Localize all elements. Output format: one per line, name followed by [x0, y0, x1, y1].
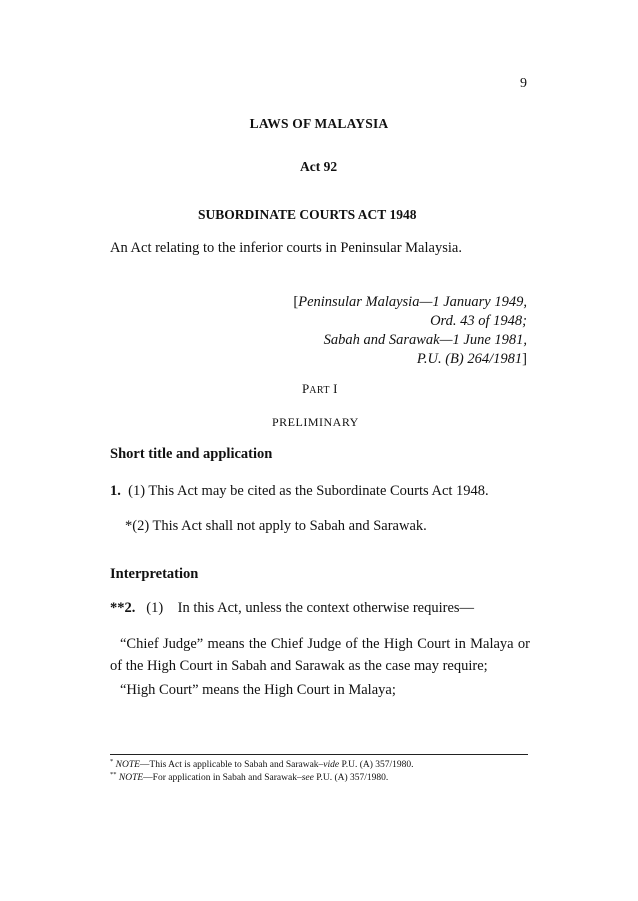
section-1-number: 1. [110, 483, 121, 499]
commencement-line-3: Sabah and Sarawak—1 June 1981, [323, 332, 527, 348]
page-number: 9 [520, 76, 527, 91]
section-1-subsection-2: *(2) This Act shall not apply to Sabah and Sarawak. [125, 518, 427, 534]
section-2-number: **2. [110, 600, 136, 616]
long-title: An Act relating to the inferior courts in Peninsular Malaysia. [110, 240, 462, 256]
commencement-line-1: [Peninsular Malaysia—1 January 1949, [293, 294, 527, 310]
section-2-heading: Interpretation [110, 566, 199, 582]
act-name: SUBORDINATE COURTS ACT 1948 [198, 207, 417, 222]
close-bracket: ] [522, 351, 527, 367]
act-number: Act 92 [300, 159, 338, 174]
footnote-2: ** NOTE—For application in Sabah and Sarawak–see P.U. (A) 357/1980. [110, 771, 389, 783]
section-2-subsection-1: **2. (1) In this Act, unless the context otherwise requires— [110, 600, 475, 616]
footnote-divider [110, 754, 528, 755]
footnote-1: * NOTE—This Act is applicable to Sabah and Sarawak–vide P.U. (A) 357/1980. [110, 758, 414, 770]
open-bracket: [ [293, 294, 299, 310]
definition-high-court: “High Court” means the High Court in Malaya; [120, 682, 396, 698]
section-1-subsection-1: 1. (1) This Act may be cited as the Subordinate Courts Act 1948. [110, 483, 489, 499]
definition-chief-judge: “Chief Judge” means the Chief Judge of the High Court in Malaya or of the High Court in Sabah and Sarawak as the case may require; [110, 636, 530, 674]
part-heading: PART I [302, 381, 338, 396]
commencement-block [293, 293, 527, 369]
law-title: LAWS OF MALAYSIA [249, 116, 389, 131]
part-title: PRELIMINARY [272, 415, 359, 429]
commencement-line-4: P.U. (B) 264/1981] [416, 351, 527, 367]
section-1-heading: Short title and application [110, 446, 273, 462]
commencement-line-2: Ord. 43 of 1948; [430, 313, 527, 329]
